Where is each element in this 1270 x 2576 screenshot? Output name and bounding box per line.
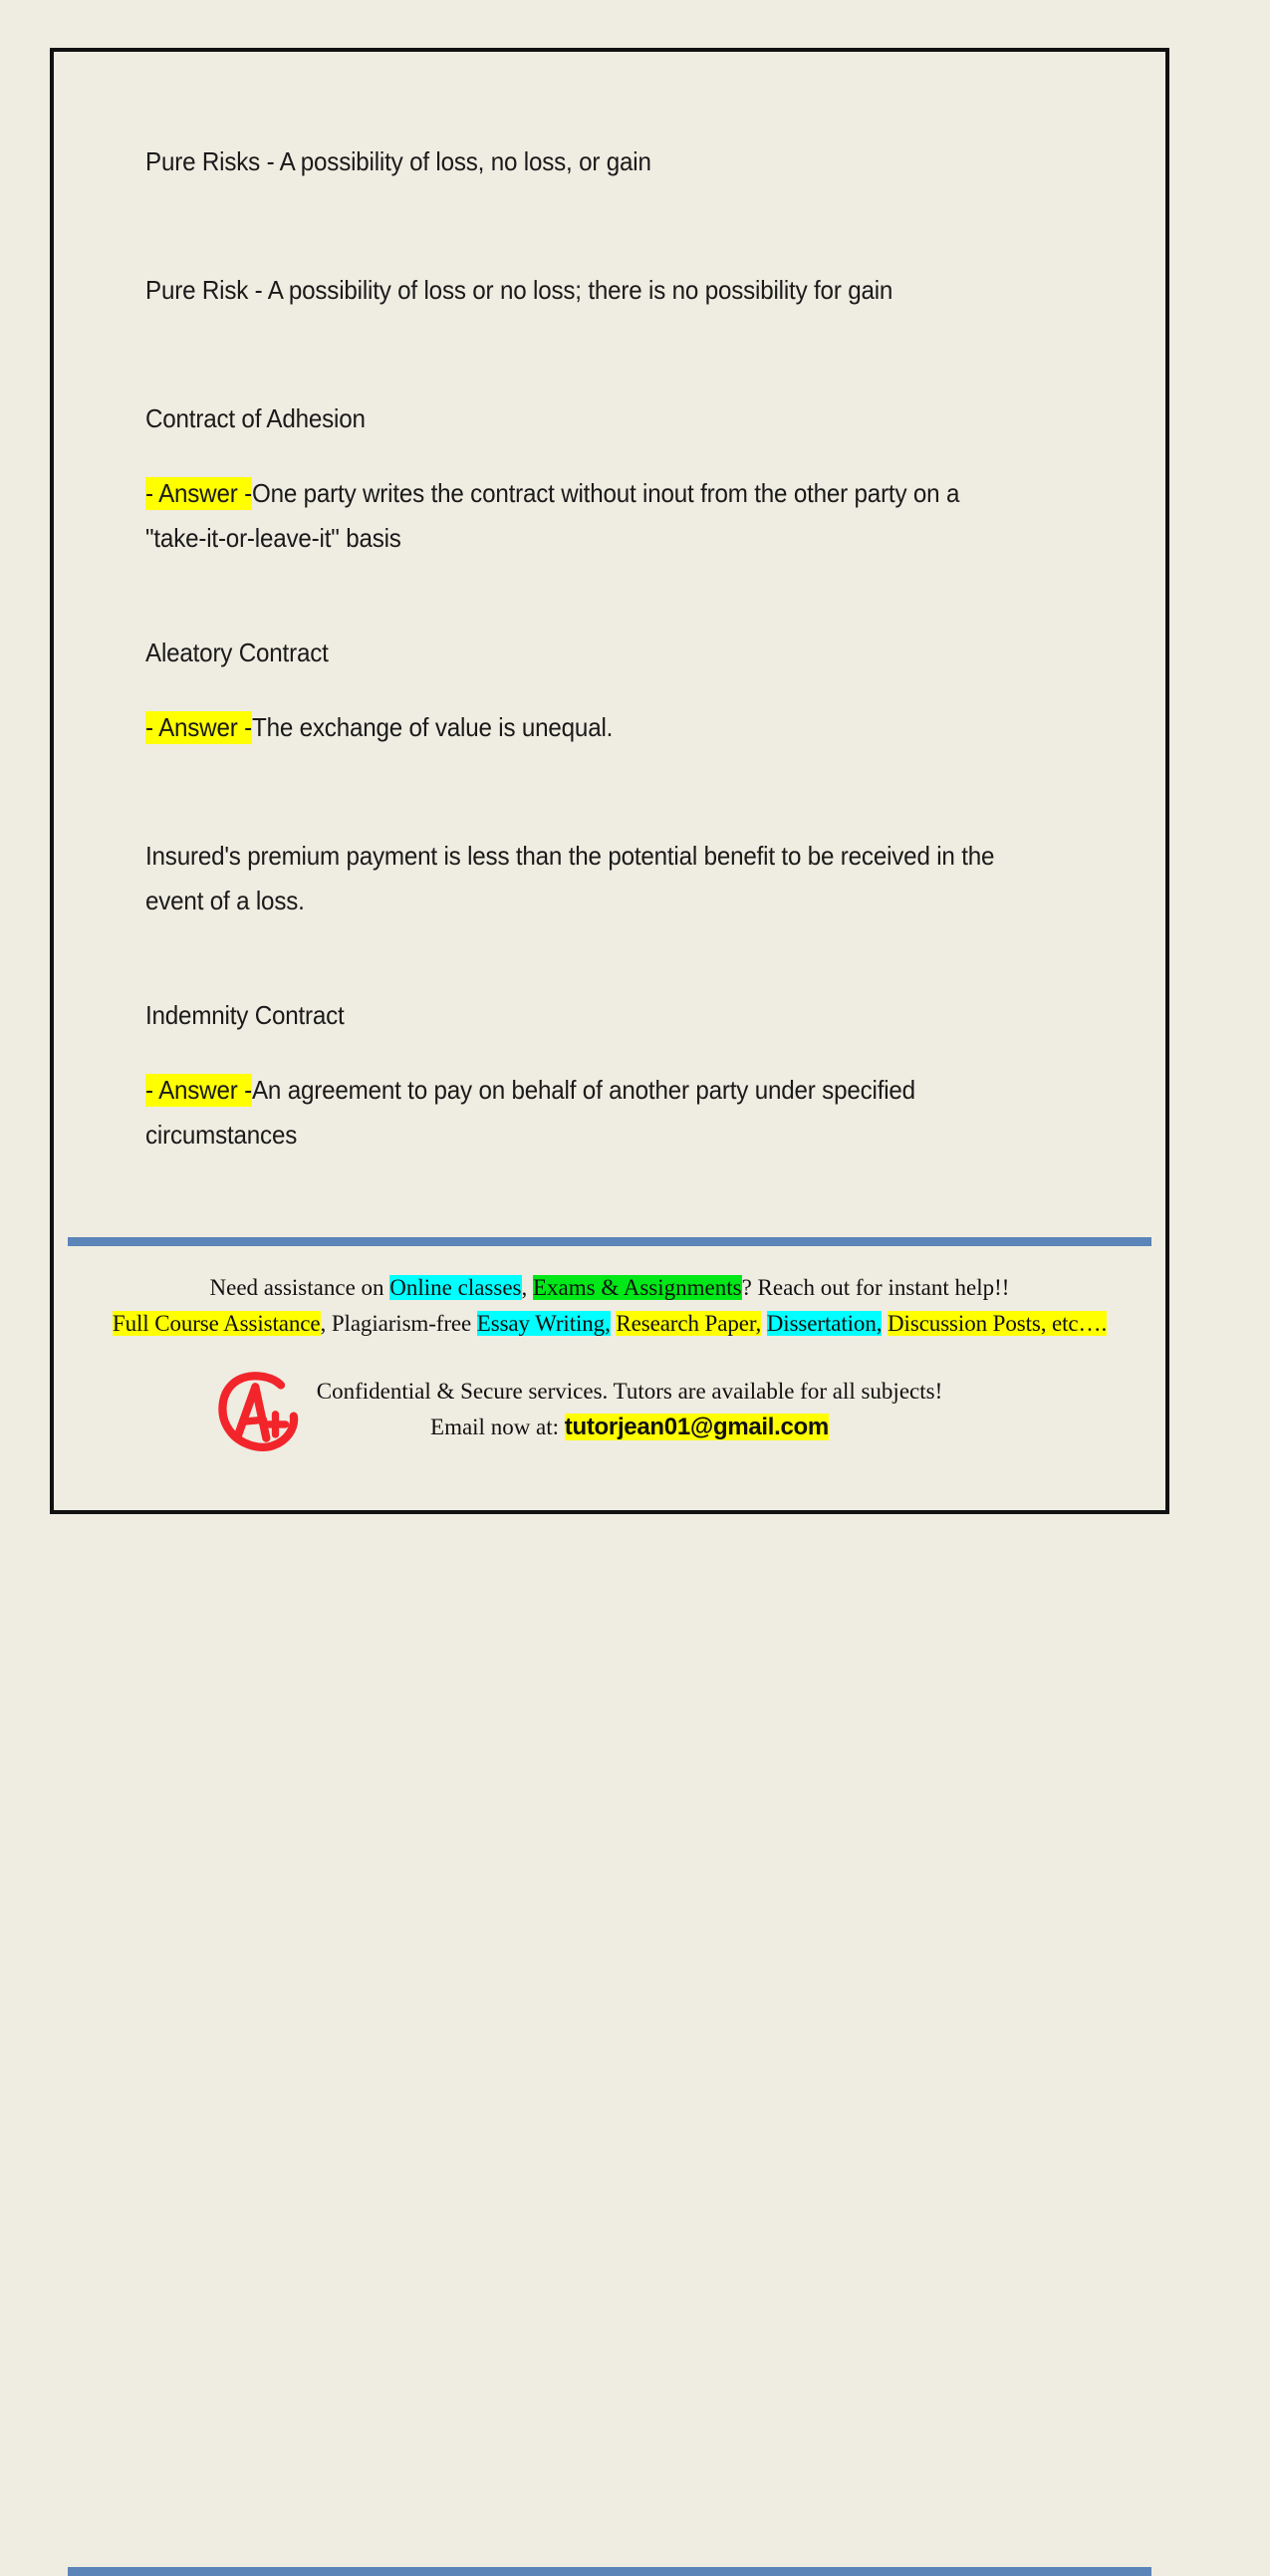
spacer [145, 441, 1072, 471]
note-answer-aleatory-contract [145, 705, 1007, 750]
footer-highlight-essay-writing: Essay Writing, [476, 1311, 611, 1336]
footer-divider-bottom [68, 2567, 1151, 2576]
note-answer-contract-of-adhesion [145, 471, 1007, 561]
spacer [145, 184, 1072, 268]
document-body [145, 139, 1072, 1158]
note-term-indemnity-contract: Indemnity Contract [145, 1000, 345, 1030]
note-term-contract-of-adhesion: Contract of Adhesion [145, 403, 366, 433]
footer-text: Need assistance on [209, 1275, 390, 1300]
footer-highlight-discussion-posts: Discussion Posts, etc…. [888, 1311, 1108, 1336]
footer-divider-top [68, 1237, 1151, 1246]
spacer [145, 750, 1072, 834]
note-term-aleatory-contract: Aleatory Contract [145, 638, 329, 667]
footer-highlight-full-course-assistance: Full Course Assistance [112, 1311, 321, 1336]
answer-text: One party writes the contract without inout from the other party on a "take-it-or-leave-it" basis [145, 478, 966, 553]
footer-highlight-research-paper: Research Paper, [616, 1311, 762, 1336]
document-page-frame [50, 48, 1169, 1514]
footer-highlight-online-classes: Online classes [389, 1275, 522, 1300]
footer-text: ? Reach out for instant help!! [741, 1275, 1010, 1300]
spacer [145, 561, 1072, 631]
spacer [145, 313, 1072, 396]
answer-text: The exchange of value is unequal. [251, 712, 614, 742]
footer-bottom-block [54, 1369, 1165, 1478]
answer-label: - Answer - [145, 478, 252, 508]
footer-promo-line-2 [54, 1307, 1165, 1341]
answer-text: An agreement to pay on behalf of another party under specified circumstances [145, 1075, 922, 1150]
answer-label: - Answer - [145, 712, 252, 742]
footer-promo-line-1 [54, 1271, 1165, 1305]
spacer [145, 1038, 1072, 1068]
note-line-pure-risks: Pure Risks - A possibility of loss, no loss, or gain [145, 146, 651, 176]
footer-text: , [521, 1275, 533, 1300]
footer-email-label: Email now at: [430, 1415, 560, 1439]
footer-highlight-dissertation: Dissertation, [766, 1311, 883, 1336]
footer-text [761, 1311, 767, 1336]
footer-divider-bottom-wrap [54, 2567, 1165, 2576]
note-answer-indemnity-contract [145, 1068, 1007, 1158]
footer-email-address[interactable]: tutorjean01@gmail.com [564, 1414, 829, 1440]
footer [54, 1237, 1165, 1478]
footer-highlight-exams-assignments: Exams & Assignments [533, 1275, 742, 1300]
footer-text: , Plagiarism-free [320, 1311, 477, 1336]
footer-tagline: Confidential & Secure services. Tutors are available for all subjects! [316, 1379, 943, 1404]
footer-tagline-wrap [54, 1375, 1165, 1409]
spacer [145, 923, 1072, 993]
spacer [145, 675, 1072, 705]
note-line-pure-risk: Pure Risk - A possibility of loss or no loss; there is no possibility for gain [145, 275, 893, 305]
footer-email-row [54, 1414, 1165, 1441]
answer-label: - Answer - [145, 1075, 252, 1105]
note-line-insureds-premium: Insured's premium payment is less than the potential benefit to be received in the event of a loss. [145, 841, 1001, 915]
